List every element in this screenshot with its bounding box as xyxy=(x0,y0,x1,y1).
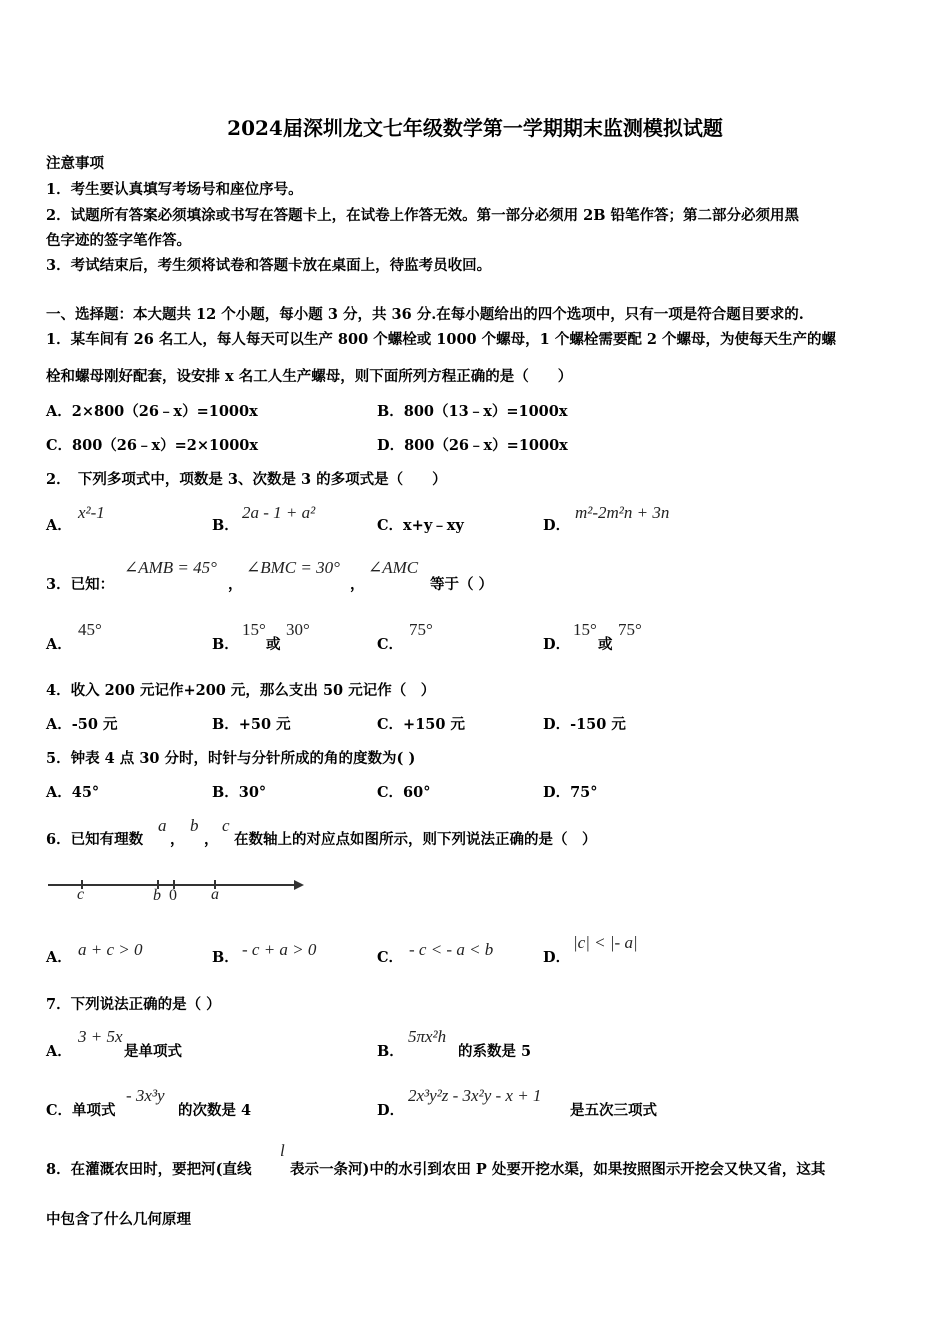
q1-option-d: D．800（26﹣x）=1000x xyxy=(377,437,568,454)
q4-option-d: D．-150 元 xyxy=(543,716,626,733)
q7-option-d-label: D． xyxy=(377,1102,405,1119)
q6-option-d-label: D． xyxy=(543,949,571,966)
q7-option-d-text: 是五次三项式 xyxy=(570,1102,657,1119)
q5-option-d: D．75° xyxy=(543,784,598,801)
q8-stem-suffix: 表示一条河)中的水引到农田 P 处要开挖水渠，如果按照图示开挖会又快又省，这其 xyxy=(290,1161,826,1178)
q1-option-a: A．2×800（26﹣x）=1000x xyxy=(46,403,258,420)
q4-option-a: A．-50 元 xyxy=(46,716,118,733)
section-heading: 一、选择题：本大题共 12 个小题，每小题 3 分，共 36 分.在每小题给出的四个选项中，只有一项是符合题目要求的. xyxy=(46,306,804,323)
page-title: 2024届深圳龙文七年级数学第一学期期末监测模拟试题 xyxy=(227,116,723,140)
q6-option-d-math: |c| < |- a| xyxy=(573,933,638,952)
q7-option-b-label: B． xyxy=(377,1043,404,1060)
q6-stem-suffix: 在数轴上的对应点如图所示，则下列说法正确的是（ ） xyxy=(234,831,597,848)
q3-angle-amc: ∠AMC xyxy=(368,558,419,577)
axis-label-b: b xyxy=(153,887,161,904)
q3-sep: ， xyxy=(350,576,365,593)
q3-option-c-label: C． xyxy=(377,636,404,653)
q8-var-l: l xyxy=(280,1141,285,1160)
q6-sep: ， xyxy=(204,831,219,848)
q5-stem: 5．钟表 4 点 30 分时，时针与分针所成的角的度数为( ) xyxy=(46,750,416,767)
q3-sep: ， xyxy=(228,576,243,593)
q7-option-c-label: C．单项式 xyxy=(46,1102,116,1119)
q6-sep: ， xyxy=(170,831,185,848)
q4-option-b: B．+50 元 xyxy=(212,716,291,733)
notice-item: 色字迹的签字笔作答。 xyxy=(46,232,191,249)
q2-option-d-label: D． xyxy=(543,517,571,534)
q7-option-a-math: 3 + 5x xyxy=(78,1027,123,1046)
axis-label-c: c xyxy=(77,886,85,903)
q1-option-c: C．800（26﹣x）=2×1000x xyxy=(46,437,259,454)
axis-label-a: a xyxy=(211,886,219,903)
q3-option-a-label: A． xyxy=(46,636,72,653)
q4-stem: 4．收入 200 元记作+200 元，那么支出 50 元记作（ ） xyxy=(46,682,436,699)
q7-option-a-text: 是单项式 xyxy=(124,1043,182,1060)
q3-option-b-math1: 15° xyxy=(242,620,266,639)
q2-option-b-label: B． xyxy=(212,517,239,534)
q3-stem-prefix: 3．已知： xyxy=(46,576,115,593)
q7-option-b-math: 5πx²h xyxy=(408,1027,447,1046)
q6-stem-prefix: 6．已知有理数 xyxy=(46,831,144,848)
q6-option-a-math: a + c > 0 xyxy=(78,940,143,959)
q6-option-c-label: C． xyxy=(377,949,404,966)
q5-option-b: B．30° xyxy=(212,784,267,801)
q3-option-d-or: 或 xyxy=(598,636,613,653)
axis-label-0: 0 xyxy=(169,887,177,904)
q3-option-d-math1: 15° xyxy=(573,620,597,639)
q2-option-c: C．x+y﹣xy xyxy=(377,517,464,534)
q6-var-c: c xyxy=(222,816,230,835)
q7-stem: 7．下列说法正确的是（ ） xyxy=(46,996,221,1013)
q1-stem: 1．某车间有 26 名工人，每人每天可以生产 800 个螺栓或 1000 个螺母，1 个螺栓需要配 2 个螺母，为使每天生产的螺 xyxy=(46,331,836,348)
q7-option-b-text: 的系数是 5 xyxy=(458,1043,532,1060)
q2-option-a-math: x²-1 xyxy=(78,503,105,522)
q1-option-b: B．800（13﹣x）=1000x xyxy=(377,403,568,420)
notice-item: 1．考生要认真填写考场号和座位序号。 xyxy=(46,181,303,198)
q2-option-d-math: m²-2m²n + 3n xyxy=(575,503,670,522)
number-line-arrow xyxy=(294,880,304,890)
q4-option-c: C．+150 元 xyxy=(377,716,466,733)
q6-option-a-label: A． xyxy=(46,949,72,966)
q8-stem-prefix: 8．在灌溉农田时，要把河(直线 xyxy=(46,1161,252,1178)
notice-heading: 注意事项 xyxy=(46,155,104,172)
q2-stem: 2． 下列多项式中，项数是 3、次数是 3 的多项式是（ ） xyxy=(46,471,447,488)
q3-option-b-math2: 30° xyxy=(286,620,310,639)
q3-angle-bmc: ∠BMC = 30° xyxy=(246,558,340,577)
q3-angle-amb: ∠AMB = 45° xyxy=(124,558,217,577)
q6-option-b-math: - c + a > 0 xyxy=(242,940,317,959)
q7-option-a-label: A． xyxy=(46,1043,72,1060)
q3-option-d-label: D． xyxy=(543,636,571,653)
q3-option-a-math: 45° xyxy=(78,620,102,639)
q3-option-d-math2: 75° xyxy=(618,620,642,639)
q6-var-a: a xyxy=(158,816,167,835)
q8-stem-cont: 中包含了什么几何原理 xyxy=(46,1211,191,1228)
q6-var-b: b xyxy=(190,816,199,835)
q6-option-b-label: B． xyxy=(212,949,239,966)
q3-stem-suffix: 等于（ ） xyxy=(430,576,494,593)
q1-stem-cont: 栓和螺母刚好配套，设安排 x 名工人生产螺母，则下面所列方程正确的是（ ） xyxy=(46,368,573,385)
q7-option-c-text: 的次数是 4 xyxy=(178,1102,252,1119)
q5-option-a: A．45° xyxy=(46,784,100,801)
q3-option-b-label: B． xyxy=(212,636,239,653)
q3-option-c-math: 75° xyxy=(409,620,433,639)
q5-option-c: C．60° xyxy=(377,784,431,801)
notice-item: 2．试题所有答案必须填涂或书写在答题卡上，在试卷上作答无效。第一部分必须用 2B 铅笔作答；第二部分必须用黑 xyxy=(46,207,800,224)
q6-option-c-math: - c < - a < b xyxy=(409,940,494,959)
q3-option-b-or: 或 xyxy=(266,636,281,653)
q7-option-c-math: - 3x³y xyxy=(126,1086,165,1105)
q2-option-b-math: 2a - 1 + a² xyxy=(242,503,316,522)
q7-option-d-math: 2x³y²z - 3x²y - x + 1 xyxy=(408,1086,542,1105)
notice-item: 3．考试结束后，考生须将试卷和答题卡放在桌面上，待监考员收回。 xyxy=(46,257,492,274)
q2-option-a-label: A． xyxy=(46,517,72,534)
